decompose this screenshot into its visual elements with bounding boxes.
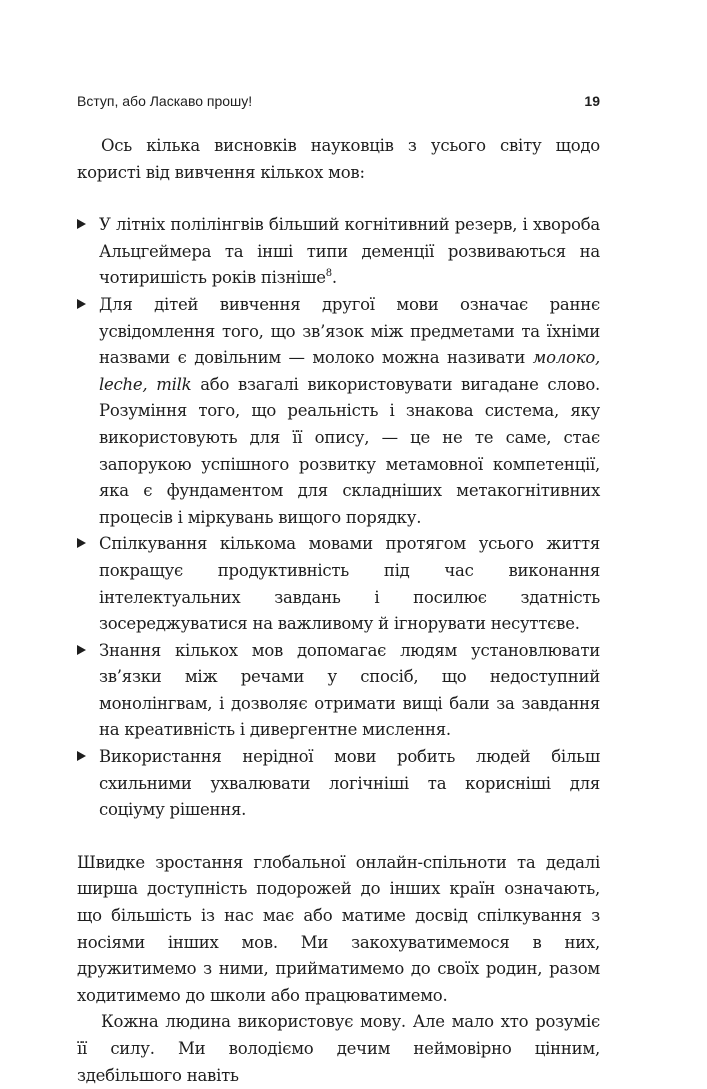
intro-paragraph: Ось кілька висновків науковців з усього світу щодо користі від вивчення кількох мов: (77, 136, 600, 182)
list-item-text: У літніх полілінгвів більший когнітивний резерв, і хвороба Альцгеймера та інші типи деменції розвиваються на чотиришість років пізніше (99, 215, 600, 288)
chapter-title: Вступ, або Ласкаво прошу! (77, 93, 253, 109)
page-body (77, 133, 600, 1089)
benefits-list (77, 212, 600, 824)
triangle-bullet-icon (77, 299, 86, 309)
body-paragraph: Кожна людина використовує мову. Але мало хто розуміє її силу. Ми володіємо дечим неймовірно цінним, здебільшого навіть (77, 1012, 600, 1085)
triangle-bullet-icon (77, 219, 86, 229)
list-item (77, 744, 600, 824)
list-item-text: Спілкування кількома мовами протягом усього життя покращує продуктивність під час виконання інтелектуальних завдань і посилює здатність зосереджуватися на важливому й ігнорувати несуттєве. (99, 534, 600, 634)
triangle-bullet-icon (77, 538, 86, 548)
triangle-bullet-icon (77, 645, 86, 655)
list-item-text: Для дітей вивчення другої мови означає раннє усвідомлення того, що зв’язок між предметами та їхніми назвами є довільним — молоко можна називати (99, 294, 600, 368)
list-item-text: Використання нерідної мови робить людей більш схильними ухвалювати логічніші та корисніші для соціуму рішення. (99, 747, 600, 820)
spacer (77, 824, 600, 850)
footnote-ref: 8 (325, 268, 332, 280)
list-item (77, 531, 600, 637)
list-item-text-cont: або взагалі використовувати вигадане слово. Розуміння того, що реальність і знакова система, яку використовують для її опису, — це не те саме, стає запорукою успішного розвитку метамовної компетенції, яка є фундаментом для складніших метакогнітивних процесів і міркувань вищого порядку. (99, 374, 600, 527)
list-item (77, 212, 600, 292)
list-item (77, 292, 600, 531)
list-item-text-end: . (331, 268, 337, 288)
italic-examples: молоко, leche, milk (99, 348, 600, 394)
list-item (77, 638, 600, 744)
page-number: 19 (584, 93, 600, 109)
triangle-bullet-icon (77, 751, 86, 761)
running-header (77, 91, 600, 111)
list-item-text: Знання кількох мов допомагає людям установлювати зв’язки між речами у спосіб, що недоступний монолінгвам, і дозволяє отримати вищі бали за завдання на креативність і дивергентне мислення. (99, 640, 600, 740)
body-paragraph: Швидке зростання глобальної онлайн-спільноти та дедалі ширша доступність подорожей до інших країн означають, що більшість із нас має або матиме досвід спілкування з носіями інших мов. Ми закохуватимемося в них, дружитимемо з ними, прийматимемо до своїх родин, разом ходитимемо до школи або працюватимемо. (77, 852, 600, 1005)
spacer (77, 186, 600, 212)
